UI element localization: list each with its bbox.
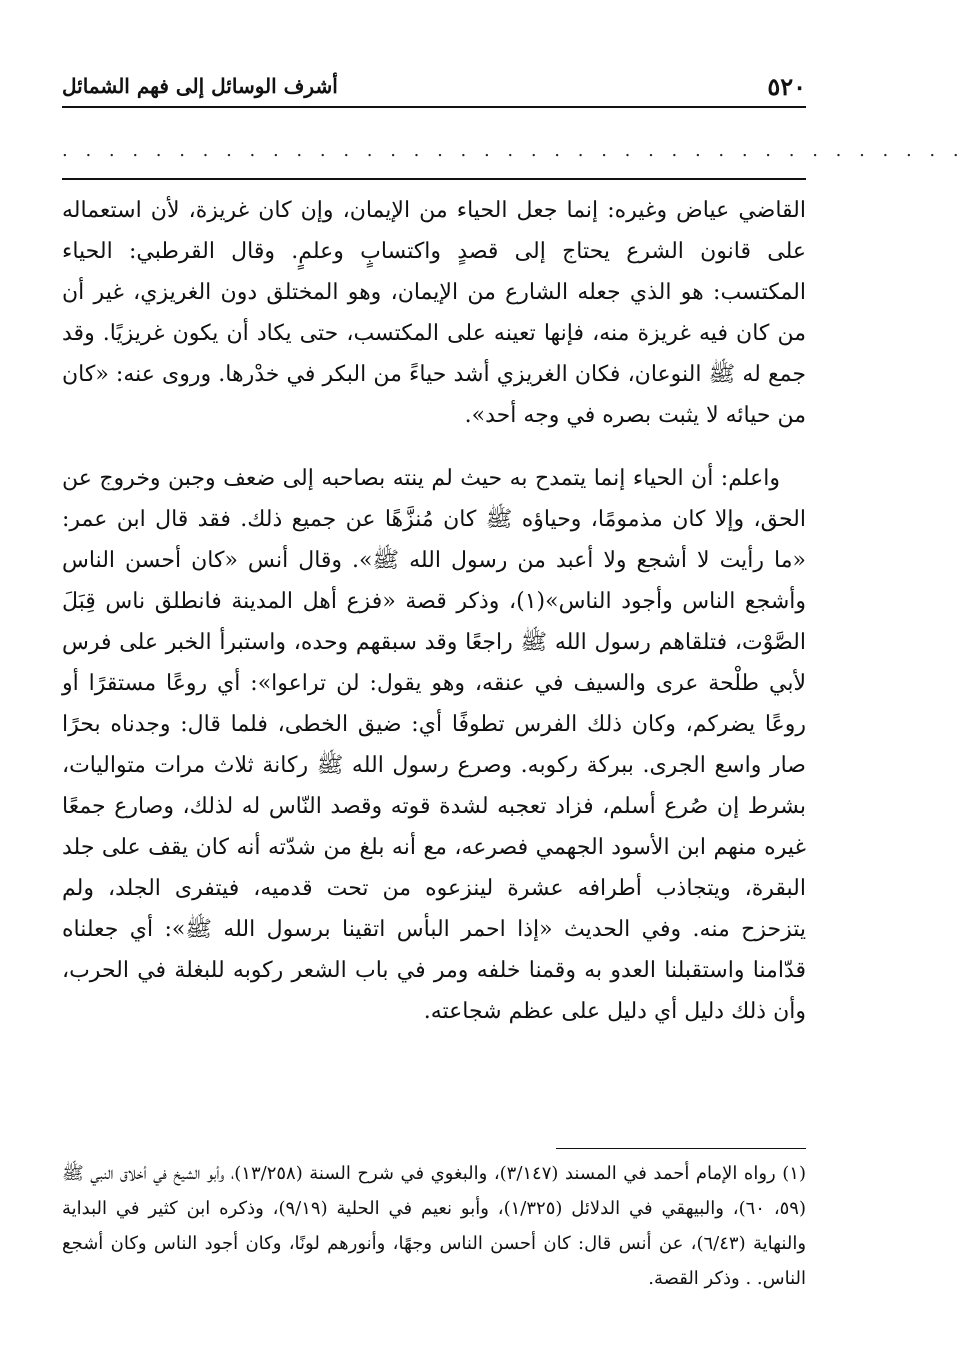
running-header xyxy=(62,66,806,106)
book-title: أشرف الوسائل إلى فهم الشمائل xyxy=(62,74,338,98)
paragraph: واعلم: أن الحياء إنما يتمدح به حيث لم ينته بصاحبه إلى ضعف وجبن وخروج عن الحق، وإلا كان مذمومًا، وحياؤه ﷺ كان مُنزَّهًا عن جميع ذلك. فقد قال ابن عمر: «ما رأيت لا أشجع ولا أعبد من رسول الله ﷺ». وقال أنس «كان أحسن الناس وأشجع الناس وأجود الناس»(١)، وذكر قصة «فزع أهل المدينة فانطلق ناس قِبَلَ الصَّوْت، فتلقاهم رسول الله ﷺ راجعًا وقد سبقهم وحده، واستبرأ الخبر على فرس لأبي طلْحة عرى والسيف في عنقه، وهو يقول: لن تراعوا»: أي روعًا مستقرًا أو روعًا يضركم، وكان ذلك الفرس تطوفًا أي: ضيق الخطى، فلما قال: وجدناه بحرًا صار واسع الجرى. ببركة ركوبه. وصرع رسول الله ﷺ ركانة ثلاث مرات متواليات، بشرط إن صُرع أسلم، فزاد تعجبه لشدة قوته وقصد النّاس له لذلك، وصارع جمعًا غيره منهم ابن الأسود الجهمي فصرعه، مع أنه بلغ من شدّته أنه كان يقف على جلد البقرة، ويتجاذب أطرافه عشرة لينزعوه من تحت قدميه، فيتفرى الجلد، ولم يتزحزح منه. وفي الحديث «إذا احمر البأس اتقينا برسول الله ﷺ»: أي جعلناه قدّامنا واستقبلنا العدو به وقمنا خلفه ومر في باب الشعر ركوبه للبغلة في الحرب، وأن ذلك دليل أي دليل على عظم شجاعته. xyxy=(62,466,806,1024)
page-number: ٥٢٠ xyxy=(767,71,806,101)
footnote-section xyxy=(62,1156,806,1296)
content-divider xyxy=(62,178,806,180)
main-text xyxy=(62,190,806,1032)
paragraph: القاضي عياض وغيره: إنما جعل الحياء من الإيمان، وإن كان غريزة، لأن استعماله على قانون الشرع يحتاج إلى قصدٍ واكتسابٍ وعلمٍ. وقال القرطبي: الحياء المكتسب: هو الذي جعله الشارع من الإيمان، وهو المختلق دون الغريزي، غير أن من كان فيه غريزة منه، فإنها تعينه على المكتسب، حتى يكاد أن يكون غريزيًا. وقد جمع له ﷺ النوعان، فكان الغريزي أشد حياءً من البكر في خدْرها. وروى عنه: «كان من حيائه لا يثبت بصره في وجه أحد». xyxy=(62,198,806,428)
footnote-divider xyxy=(556,1148,806,1149)
header-divider xyxy=(62,106,806,108)
dotted-separator: . . . . . . . . . . . . . . . . . . . . . . . . . . . . . . . . . . . . . . . xyxy=(62,140,965,161)
footnote: (١) رواه الإمام أحمد في المسند (٣/١٤٧)، والبغوي في شرح السنة (١٣/٢٥٨)، وأبو الشيخ في أخلاق النبي ﷺ (٥٩، ٦٠)، والبيهقي في الدلائل (١/٣٢٥)، وأبو نعيم في الحلية (٩/١٩)، وذكره ابن كثير في البداية والنهاية (٦/٤٣)، عن أنس قال: كان أحسن الناس وجهًا، وأنورهم لونًا، وكان أجود الناس وكان أشجع الناس. . وذكر القصة. xyxy=(62,1163,807,1289)
